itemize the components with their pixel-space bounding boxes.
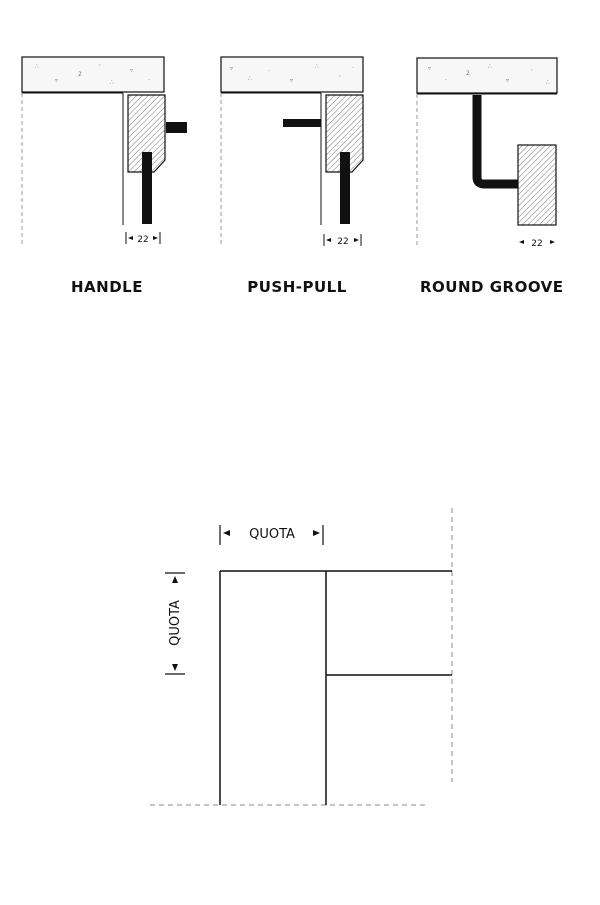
svg-text:·: ·	[352, 65, 354, 72]
width-quota-label: QUOTA	[249, 527, 295, 542]
svg-text:2: 2	[78, 71, 82, 78]
svg-text:◦: ◦	[338, 73, 342, 80]
countertop-slab	[417, 58, 557, 93]
round-groove-detail	[417, 58, 557, 249]
handle-detail	[22, 57, 187, 245]
svg-text:∴: ∴	[35, 63, 39, 70]
dimension-label: 22	[137, 235, 149, 245]
svg-text:2: 2	[466, 70, 470, 77]
svg-text:∴: ∴	[248, 75, 252, 82]
dimension-22	[324, 234, 361, 247]
svg-text:∴: ∴	[315, 63, 319, 70]
svg-text:·: ·	[445, 77, 447, 84]
countertop-slab	[22, 57, 164, 92]
svg-text:▿: ▿	[230, 65, 234, 72]
svg-text:∴: ∴	[546, 79, 550, 86]
countertop-slab	[221, 57, 363, 92]
svg-text:◦: ◦	[98, 62, 102, 69]
svg-text:▿: ▿	[55, 77, 59, 84]
push-pull-detail	[221, 57, 363, 247]
dimension-label: 22	[337, 237, 349, 247]
front-elevation	[150, 508, 452, 805]
handle-profile	[166, 122, 187, 133]
push-pull-arm	[283, 119, 321, 127]
svg-text:▿: ▿	[428, 65, 432, 72]
door-front	[518, 145, 556, 225]
height-quota-label: QUOTA	[168, 600, 183, 646]
round-groove-caption: ROUND GROOVE	[420, 278, 564, 296]
push-pull-caption: PUSH-PULL	[247, 278, 347, 296]
height-dimension	[165, 573, 185, 674]
door-panel-below	[340, 152, 350, 224]
svg-text:◦: ◦	[530, 67, 534, 74]
svg-text:▿: ▿	[130, 67, 134, 74]
svg-text:·: ·	[268, 68, 270, 75]
width-dimension	[220, 525, 323, 545]
groove-profile	[477, 95, 518, 184]
svg-text:▿: ▿	[506, 77, 510, 84]
dimension-22	[519, 239, 555, 249]
door-panel-below	[142, 152, 152, 224]
dimension-22	[126, 232, 160, 245]
svg-text:∴: ∴	[110, 79, 114, 86]
handle-caption: HANDLE	[71, 278, 143, 296]
svg-text:∴: ∴	[488, 63, 492, 70]
svg-text:▿: ▿	[290, 77, 294, 84]
svg-text:·: ·	[148, 77, 150, 84]
dimension-label: 22	[531, 239, 543, 249]
